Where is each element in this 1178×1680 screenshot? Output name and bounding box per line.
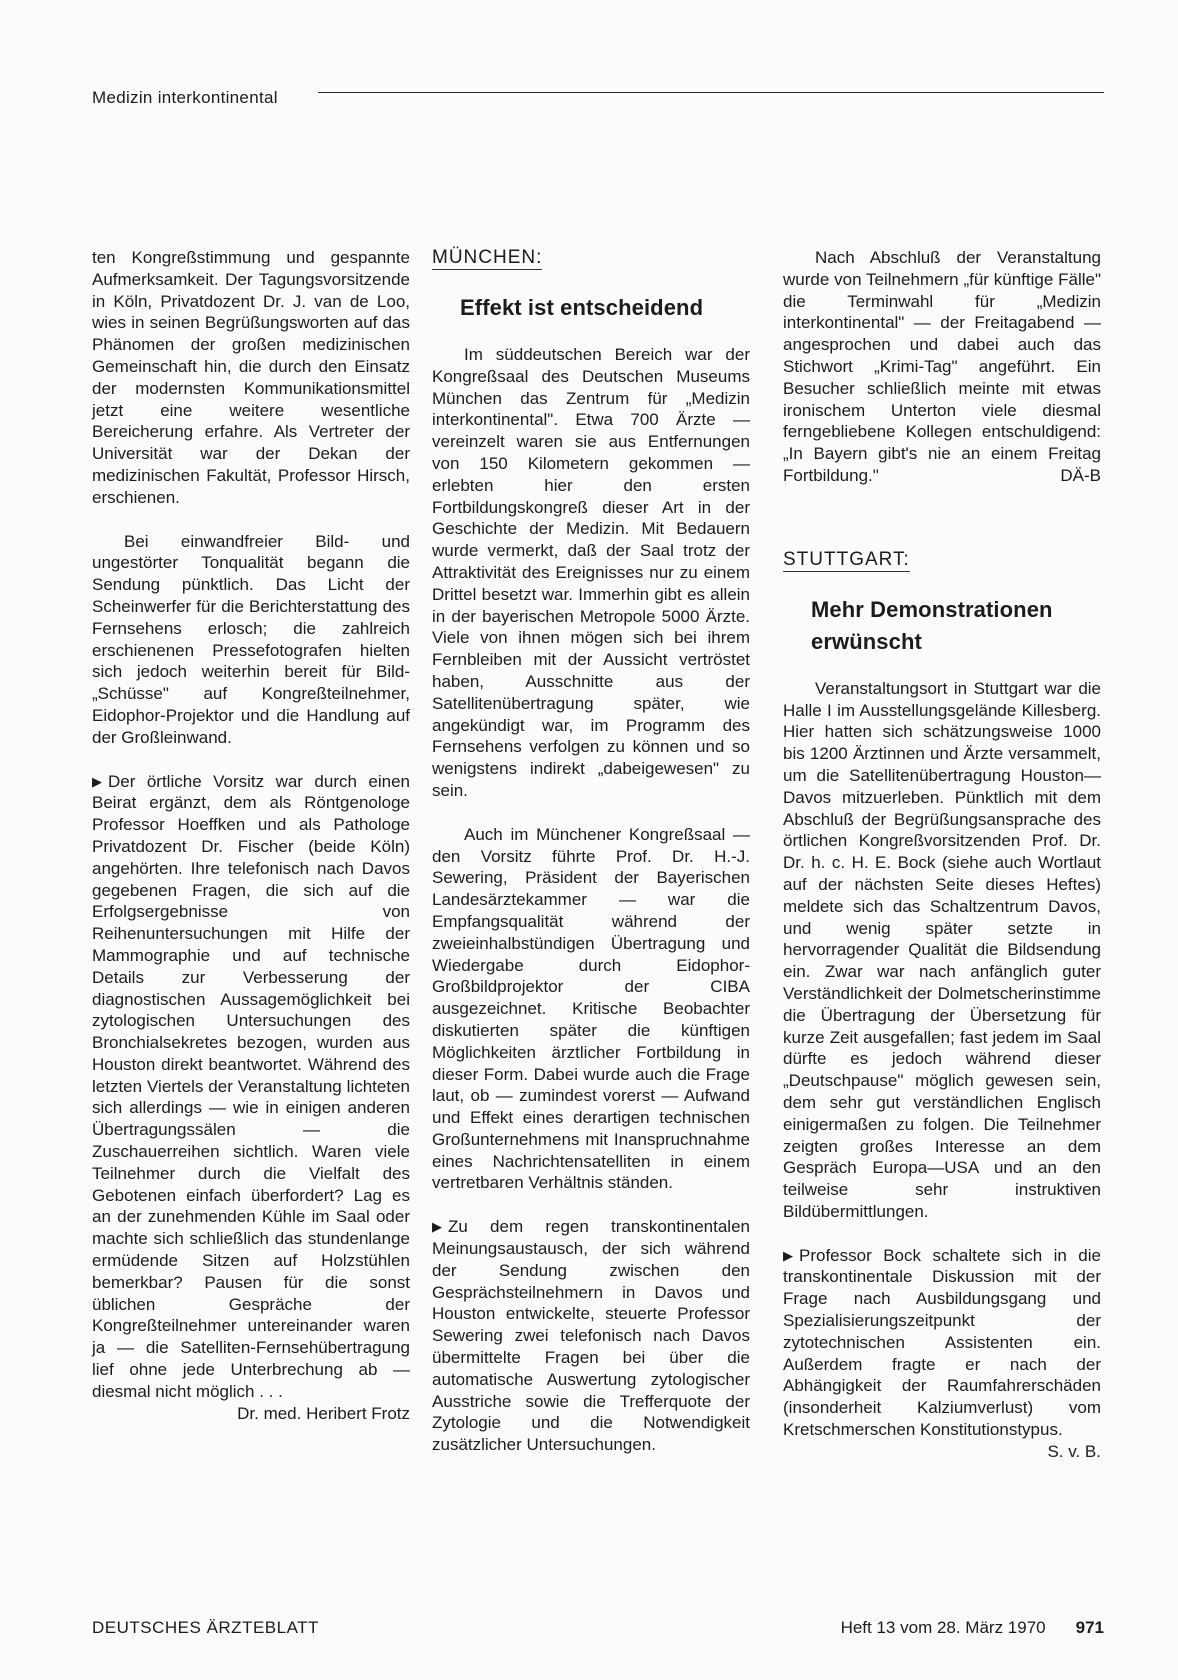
- column-1: [92, 247, 410, 1424]
- city-label-muenchen: MÜNCHEN:: [432, 247, 543, 268]
- journal-name: DEUTSCHES ÄRZTEBLATT: [92, 1618, 319, 1637]
- headline-muenchen: Effekt ist entscheidend: [460, 295, 704, 320]
- header-rule: [318, 92, 1104, 93]
- paragraph: Bei einwandfreier Bild- und ungestörter Tonqualität begann die Sendung pünktlich. Das Licht der Scheinwerfer für die Berichterstattung des Fernsehens erlosch; die zahlreich erschienenen Pressefotografen hielten sich jedoch weiterhin bereit für Bild-„Schüsse" auf Kongreßteilnehmer, Eidophor-Projektor und die Handlung auf der Großleinwand.: [92, 531, 410, 747]
- triangle-bullet-icon: [783, 1245, 793, 1267]
- headline-stuttgart: Mehr Demonstrationen erwünscht: [811, 596, 1053, 654]
- issue-date: Heft 13 vom 28. März 1970: [840, 1618, 1046, 1637]
- author-byline: Dr. med. Heribert Frotz: [237, 1403, 410, 1423]
- city-label-stuttgart: STUTTGART:: [783, 548, 910, 570]
- page-number: 971: [1075, 1618, 1104, 1637]
- signature-svb: S. v. B.: [1047, 1441, 1101, 1461]
- paragraph: ten Kongreßstimmung und gespannte Aufmerksamkeit. Der Tagungsvorsitzende in Köln, Privatdozent Dr. J. van de Loo, wies in seinen Begrüßungsworten auf das Phänomen der großen medizinischen Gemeinschaft hin, die durch den Einsatz der modernsten Kommunikationsmittel jetzt eine weitere wesentliche Bereicherung erfahre. Als Vertreter der Universität war der Dekan der medizinischen Fakultät, Professor Hirsch, erschienen.: [92, 248, 410, 507]
- triangle-bullet-icon: [432, 1216, 442, 1238]
- paragraph-text: Der örtliche Vorsitz war durch einen Beirat ergänzt, dem als Röntgenologe Professor Hoeffken und als Pathologe Privatdozent Dr. Fischer (beide Köln) angehörten. Ihre telefonisch nach Davos gegebenen Fragen, die sich auf die Erfolgsergebnisse von Reihenuntersuchungen mit Hilfe der Mammographie und auf technische Details zur Verbesserung der diagnostischen Aussagemöglichkeit bei zytologischen Untersuchungen des Bronchialsekretes bezogen, wurden aus Houston direkt beantwortet. Während des letzten Viertels der Veranstaltung lichteten sich allerdings — wie in einigen anderen Übertragungssälen — die Zuschauerreihen sichtlich. Waren viele Teilnehmer durch die Vielfalt des Gebotenen einfach überfordert? Lag es an der zunehmenden Kühle im Saal oder machte sich schließlich das stundenlange ermüdende Sitzen auf Holzstühlen bemerkbar? Pausen für die sonst üblichen Gespräche der Kongreßteilnehmer untereinander waren ja — die Satelliten-Fernsehübertragung lief ohne jede Unterbrechung ab — diesmal nicht möglich . . .: [92, 771, 410, 1401]
- signature-dae-b: DÄ-B: [1060, 465, 1101, 485]
- paragraph-text: Zu dem regen transkontinentalen Meinungsaustausch, der sich während der Sendung zwischen den Gesprächsteilnehmern in Davos und Houston entwickelte, steuerte Professor Sewering zwei telefonisch nach Davos übermittelte Fragen bei über die automatische Auswertung zytologischer Ausstriche sowie die Trefferquote der Zytologie und die Notwendigkeit zusätzlicher Untersuchungen.: [432, 1217, 750, 1455]
- column-2: [432, 247, 750, 1456]
- paragraph: [92, 771, 410, 1403]
- paragraph: Auch im Münchener Kongreßsaal — den Vorsitz führte Prof. Dr. H.-J. Sewering, Präsident der Bayerischen Landesärztekammer — war die Empfangsqualität während der zweieinhalbstündigen Übertragung und Wiedergabe durch Eidophor-Großbildprojektor der CIBA ausgezeichnet. Kritische Beobachter diskutierten später die künftigen Möglichkeiten ärztlicher Fortbildung in dieser Form. Dabei wurde auch die Frage laut, ob — zumindest vorerst — Aufwand und Effekt eines derartigen technischen Großunternehmens mit Inanspruchnahme eines Nachrichtensatelliten in einem vertretbaren Verhältnis ständen.: [432, 824, 750, 1193]
- section-title: Medizin interkontinental: [92, 88, 278, 107]
- paragraph: [783, 1245, 1101, 1441]
- paragraph-text: Nach Abschluß der Veranstaltung wurde von Teilnehmern „für künftige Fälle" die Terminwahl für „Medizin interkontinental" — der Freitagabend — angesprochen und dabei auch das Stichwort „Krimi-Tag" angeführt. Ein Besucher schließlich meinte mit etwas ironischem Unterton viele diesmal ferngebliebene Kollegen entschuldigend: „In Bayern gibt's nie an einem Freitag Fortbildung.": [783, 248, 1101, 485]
- paragraph-text: Professor Bock schaltete sich in die transkontinentale Diskussion mit der Frage nach Ausbildungsgang und Spezialisierungszeitpunkt der zytotechnischen Assistenten ein. Außerdem fragte er nach der Abhängigkeit der Raumfahrerschäden (insonderheit Kalziumverlust) vom Kretschmerschen Konstitutionstypus.: [783, 1245, 1101, 1440]
- triangle-bullet-icon: [92, 771, 102, 793]
- paragraph: Veranstaltungsort in Stuttgart war die Halle I im Ausstellungsgelände Killesberg. Hier hatten sich schätzungsweise 1000 bis 1200 Ärztinnen und Ärzte versammelt, um die Satellitenübertragung Houston—Davos mitzuerleben. Pünktlich mit dem Abschluß der Begrüßungsansprache des örtlichen Kongreßvorsitzenden Prof. Dr. Dr. h. c. H. E. Bock (siehe auch Wortlaut auf der nächsten Seite dieses Heftes) meldete sich das Schaltzentrum Davos, und wenig später setzte in hervorragender Qualität die Bildsendung ein. Zwar war nach anfänglich guter Verständlichkeit der Dolmetscherinstimme die Übertragung der Übersetzung für kurze Zeit ausgefallen; fast jedem im Saal dürfte es jedoch während dieser „Deutschpause" möglich gewesen sein, dem sehr gut verständlichen Englisch einigermaßen zu folgen. Die Teilnehmer zeigten großes Interesse an dem Gespräch Europa—USA und an den teilweise sehr instruktiven Bildübermittlungen.: [783, 678, 1101, 1221]
- running-head: [92, 88, 1104, 112]
- paragraph: [432, 1216, 750, 1456]
- paragraph: [783, 247, 1101, 487]
- issue-info: [841, 1618, 1104, 1638]
- column-3: [783, 247, 1101, 1463]
- paragraph: Im süddeutschen Bereich war der Kongreßsaal des Deutschen Museums München das Zentrum für „Medizin interkontinental". Etwa 700 Ärzte — vereinzelt waren sie aus Entfernungen von 150 Kilometern gekommen — erlebten hier den ersten Fortbildungskongreß dieser Art in der Geschichte der Medizin. Mit Bedauern wurde vermerkt, daß der Saal trotz der Attraktivität des Ereignisses nur zu einem Drittel besetzt war. Immerhin gibt es allein in der bayerischen Metropole 5000 Ärzte. Viele von ihnen mögen sich bei ihrem Fernbleiben mit der Aussicht vertröstet haben, Ausschnitte aus der Satellitenübertragung später, wie angekündigt war, im Programm des Fernsehens verfolgen zu können und so wenigstens indirekt „dabeigewesen" zu sein.: [432, 345, 750, 800]
